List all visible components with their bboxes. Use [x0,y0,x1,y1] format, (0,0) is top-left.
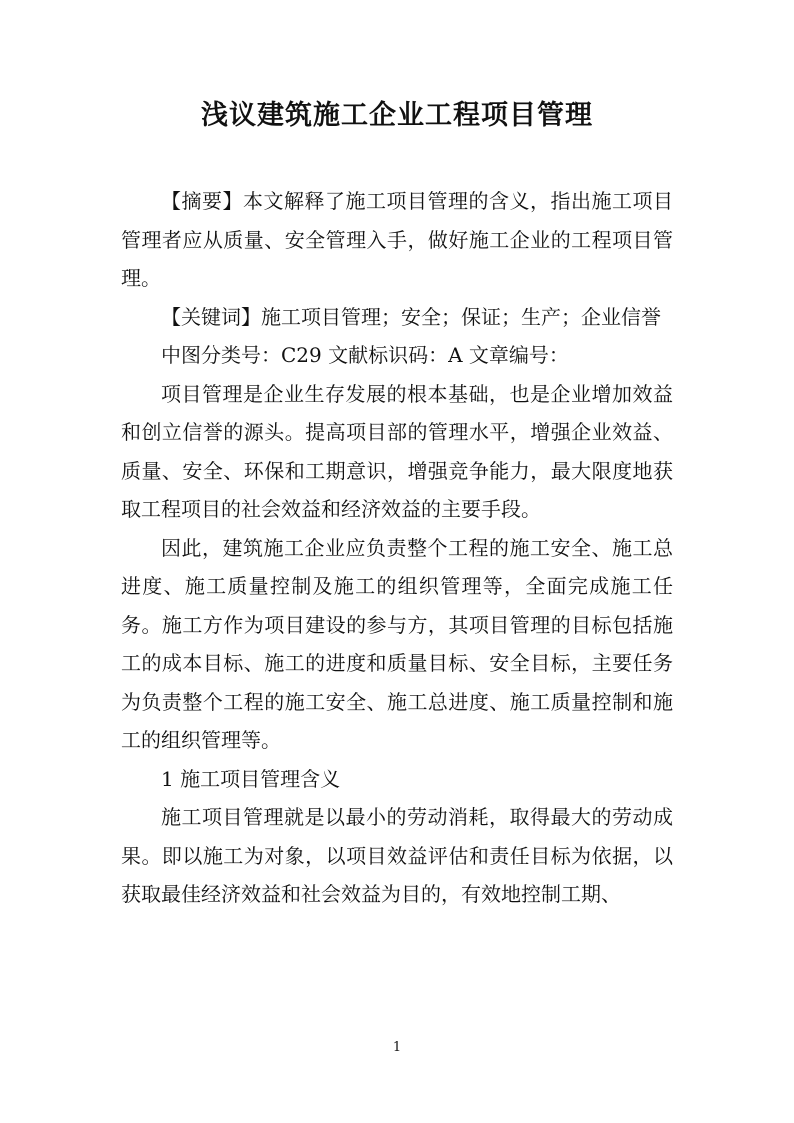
document-title: 浅议建筑施工企业工程项目管理 [201,100,593,131]
abstract-paragraph: 【摘要】本文解释了施工项目管理的含义，指出施工项目管理者应从质量、安全管理入手，做好施工企业的工程项目管理。 [121,189,673,290]
section-heading: 1 施工项目管理含义 [161,766,341,791]
classification-paragraph: 中图分类号：C29 文献标识码：A 文章编号： [161,343,569,367]
document-body [121,182,673,914]
page-number: 1 [392,1040,402,1055]
keywords-paragraph: 【关键词】施工项目管理；安全；保证；生产；企业信誉 [161,304,661,329]
body-paragraph: 项目管理是企业生存发展的根本基础，也是企业增加效益和创立信誉的源头。提高项目部的管理水平，增强企业效益、质量、安全、环保和工期意识，增强竞争能力，最大限度地获取工程项目的社会效益和经济效益的主要手段。 [121,381,673,521]
body-paragraph: 因此，建筑施工企业应负责整个工程的施工安全、施工总进度、施工质量控制及施工的组织管理等，全面完成施工任务。施工方作为项目建设的参与方，其项目管理的目标包括施工的成本目标、施工的进度和质量目标、安全目标，主要任务为负责整个工程的施工安全、施工总进度、施工质量控制和施工的组织管理等。 [121,535,673,752]
body-paragraph: 施工项目管理就是以最小的劳动消耗，取得最大的劳动成果。即以施工为对象，以项目效益评估和责任目标为依据，以获取最佳经济效益和社会效益为目的，有效地控制工期、 [121,805,673,906]
